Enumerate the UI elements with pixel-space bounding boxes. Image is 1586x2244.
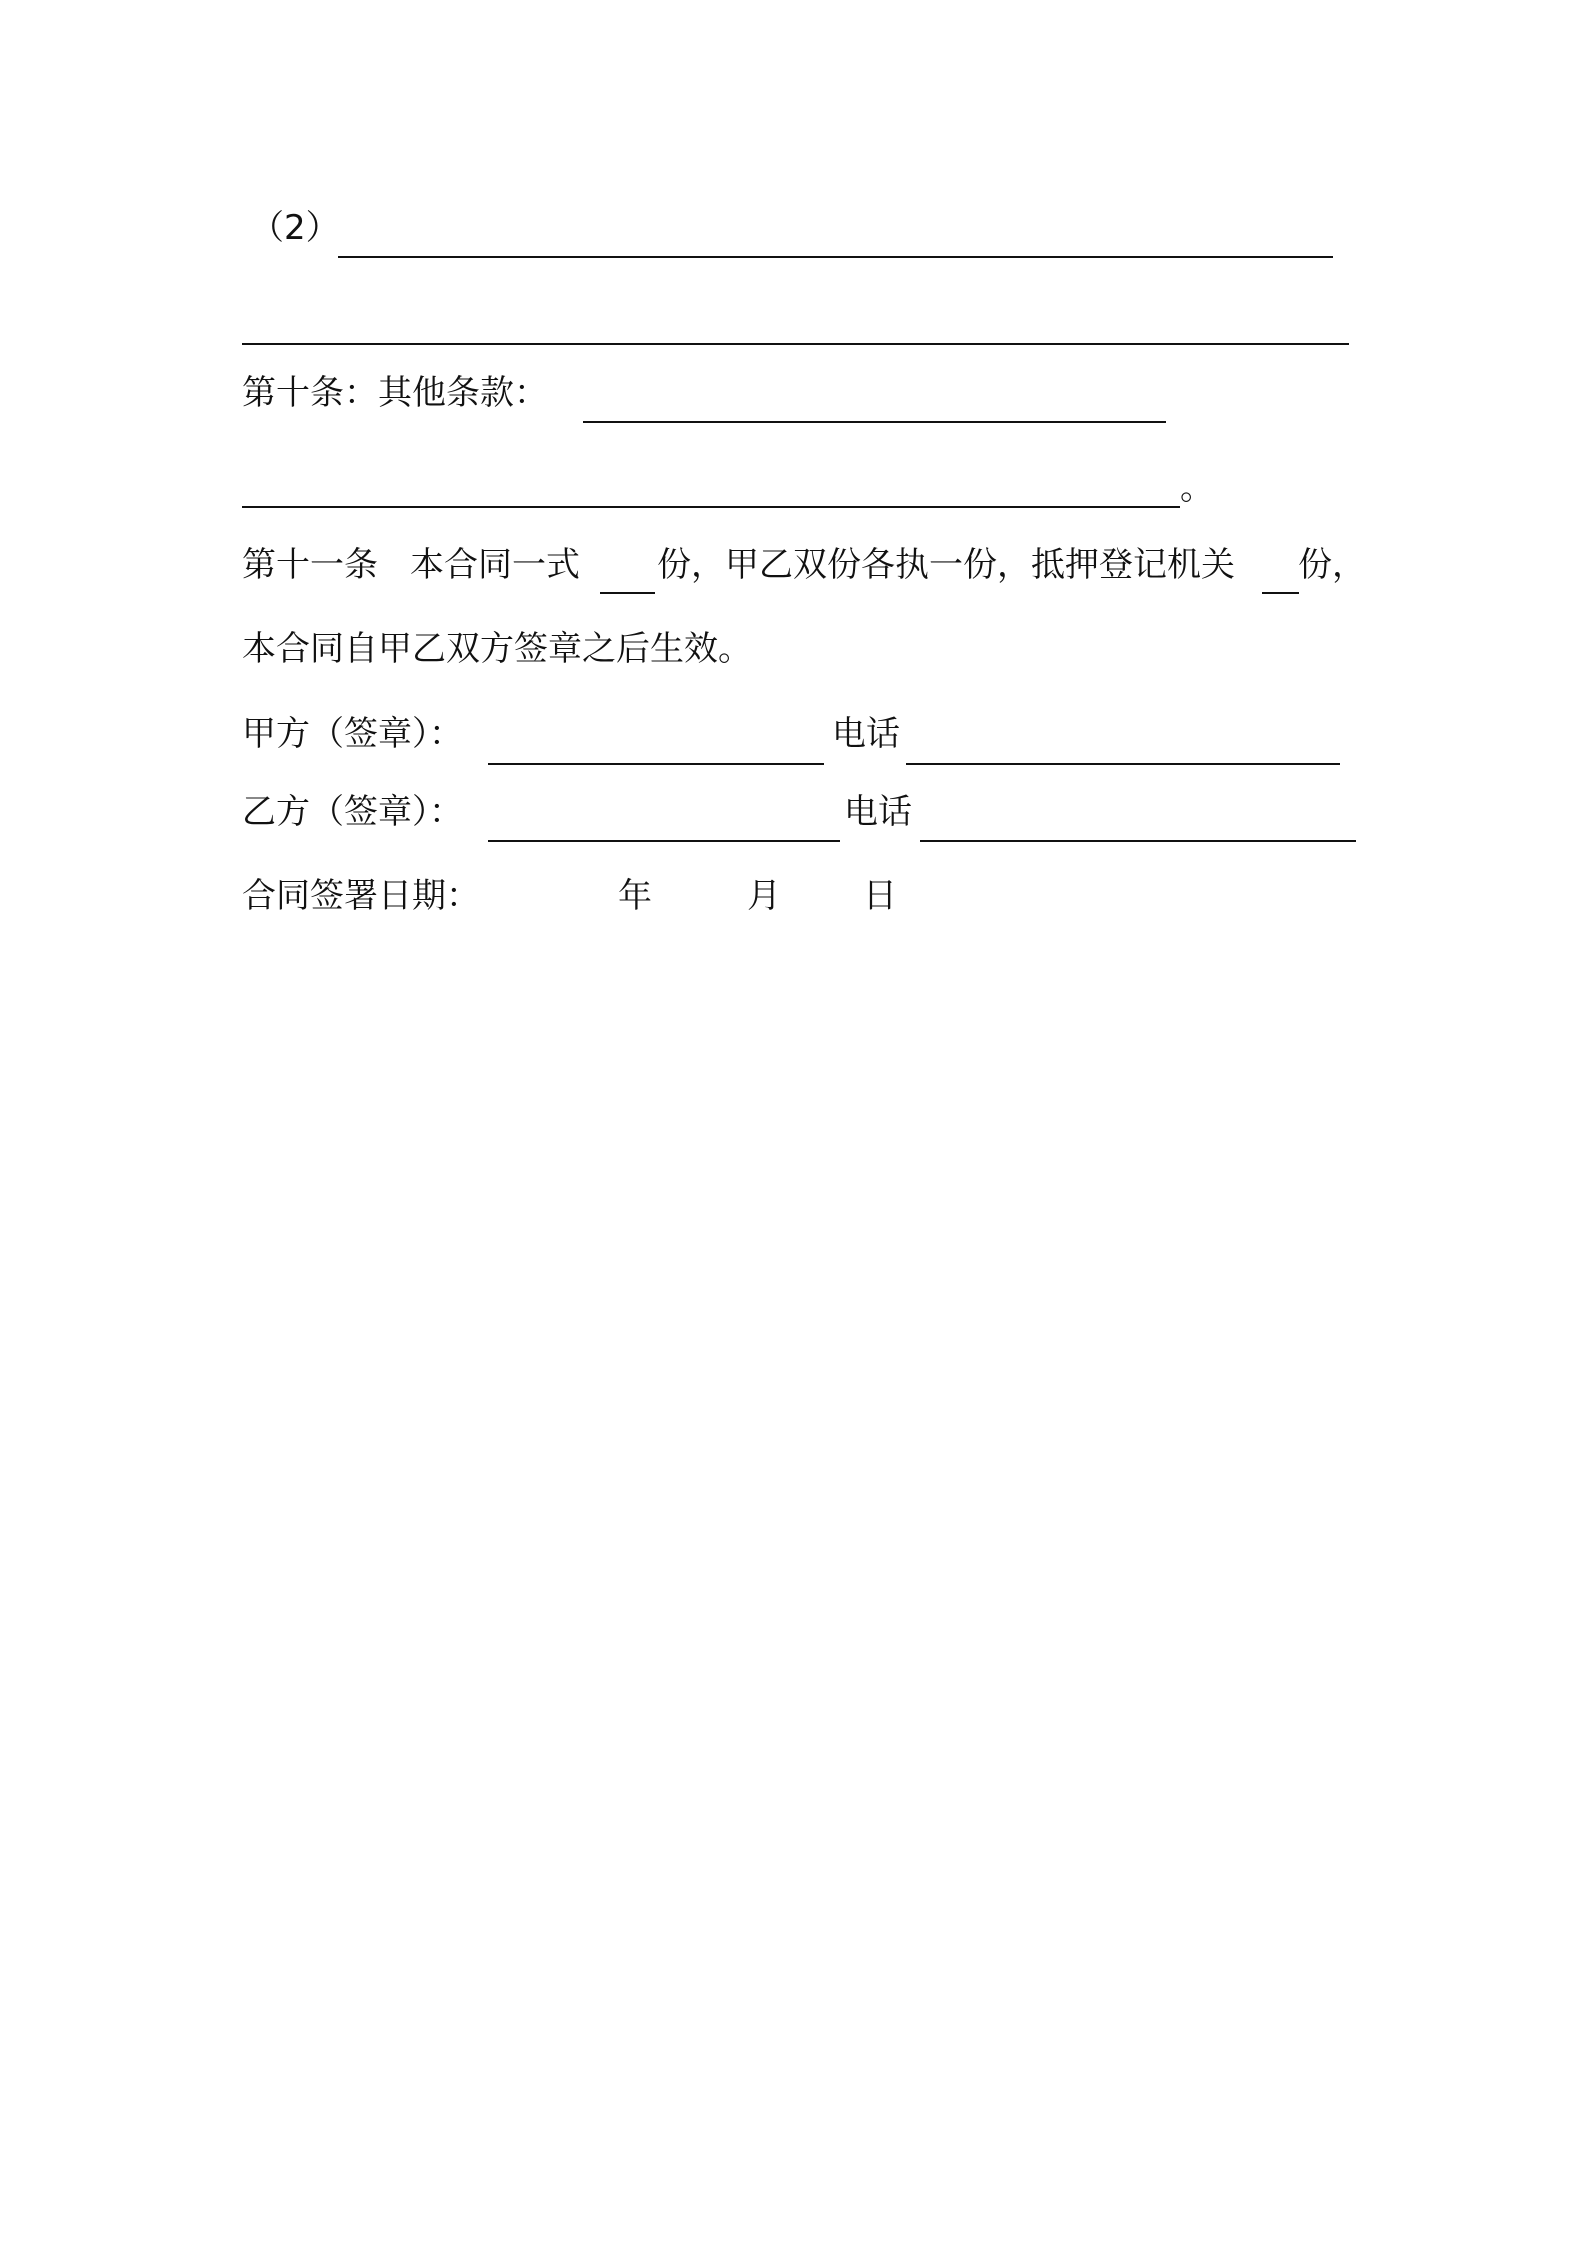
article-10-blank-line <box>583 421 1166 423</box>
party-b-phone-label: 电话 <box>844 792 912 832</box>
item-2-continuation-line <box>242 343 1349 345</box>
copies-blank-line <box>600 592 655 594</box>
article-10-label: 第十条：其他条款： <box>242 373 548 413</box>
party-a-signature-line <box>488 763 824 765</box>
article-11-text-1: 本合同一式 <box>410 545 580 585</box>
article-11-head: 第十一条 <box>242 545 378 585</box>
sign-date-label: 合同签署日期： <box>242 876 480 916</box>
sign-date-month: 月 <box>747 876 781 916</box>
party-a-phone-line <box>906 763 1340 765</box>
party-b-phone-line <box>920 840 1356 842</box>
sign-date-day: 日 <box>863 876 897 916</box>
party-b-label: 乙方（签章）： <box>242 792 463 832</box>
item-2-blank-line <box>338 256 1333 258</box>
item-2-label: （2） <box>250 208 340 248</box>
party-b-signature-line <box>488 840 840 842</box>
article-10-continuation-line <box>242 506 1180 508</box>
article-11-text-2: 份，甲乙双份各执一份，抵押登记机关 <box>657 545 1235 585</box>
party-a-label: 甲方（签章）： <box>242 714 463 754</box>
article-11-line-2: 本合同自甲乙双方签章之后生效。 <box>242 629 752 669</box>
article-11-text-3: 份， <box>1298 545 1366 585</box>
registry-copies-blank-line <box>1262 592 1299 594</box>
article-10-period: 。 <box>1180 468 1214 508</box>
sign-date-year: 年 <box>618 876 652 916</box>
party-a-phone-label: 电话 <box>832 714 900 754</box>
